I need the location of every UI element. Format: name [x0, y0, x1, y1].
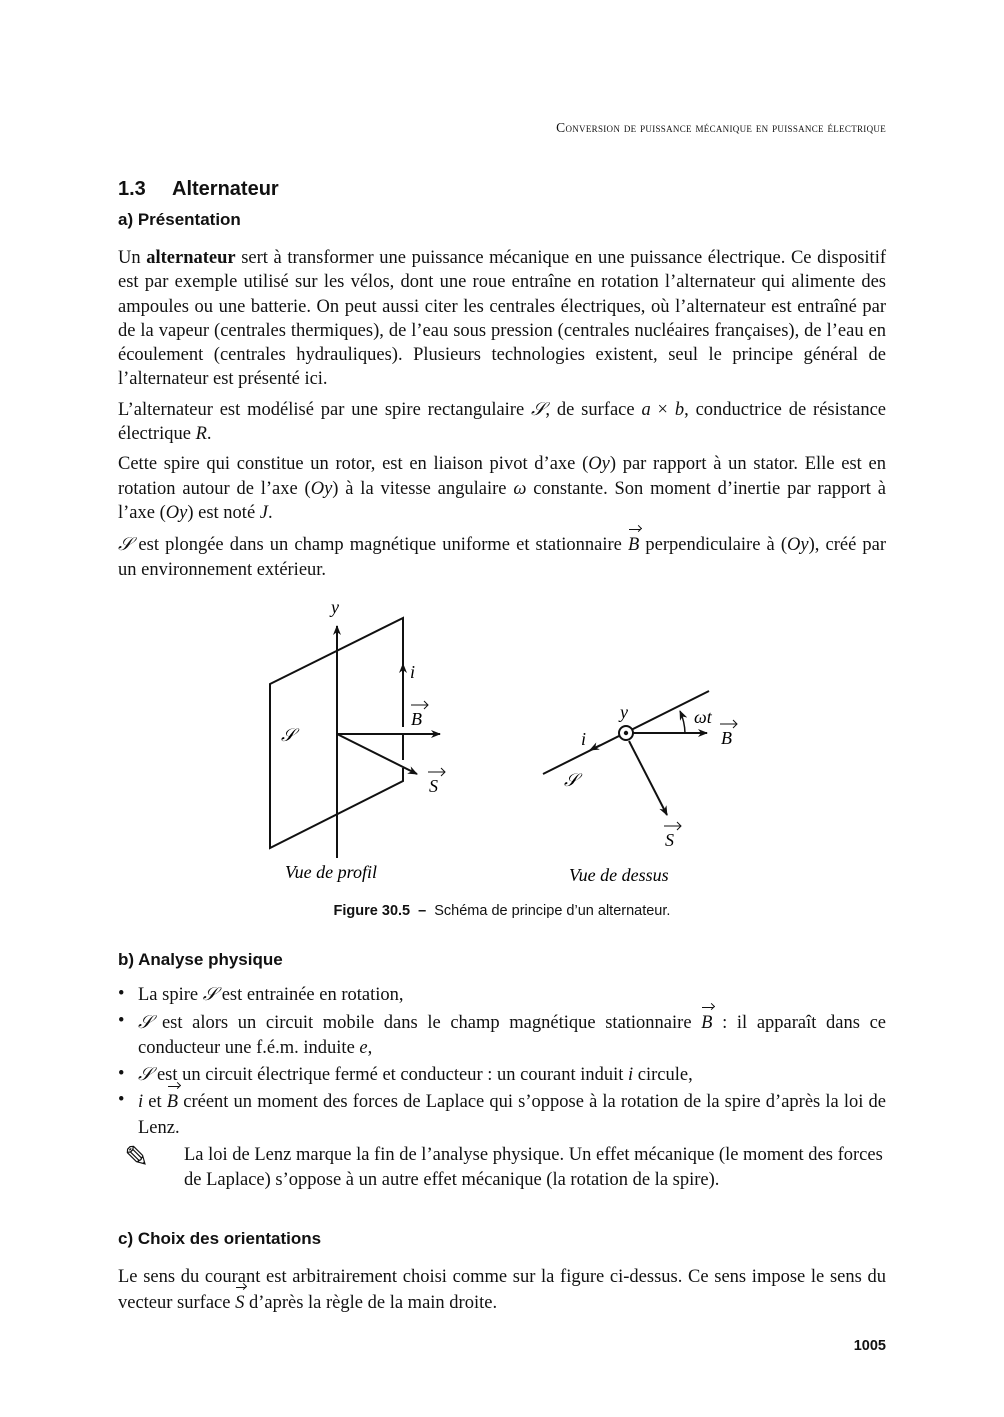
axis-Oy: Oy [310, 478, 333, 499]
current-arrow [590, 745, 600, 750]
term-alternateur: alternateur [146, 248, 236, 268]
profile-y-label: y [331, 597, 339, 617]
text: . [268, 502, 273, 523]
section-name: Alternateur [172, 178, 279, 200]
text: : il apparaît dans ce conducteur une f.é.m. induite [138, 1012, 886, 1058]
list-item [118, 1088, 886, 1141]
text: La spire [138, 985, 203, 1005]
subsection-a-title: a) Présentation [118, 210, 241, 229]
spire-symbol: 𝒮 [138, 1063, 153, 1085]
text: Un [118, 248, 147, 268]
top-S-vector-arrow [664, 822, 681, 830]
text: créent un moment des forces de Laplace qui s’oppose à la rotation de la spire d’après la loi de Lenz. [138, 1092, 886, 1138]
text: est un circuit électrique fermé et conducteur : un courant induit [152, 1064, 629, 1085]
var-i: i [138, 1092, 144, 1112]
var-a: a [641, 399, 651, 420]
text: Cette spire qui constitue un rotor, est en liaison pivot d’axe ( [118, 454, 589, 475]
text: constante. Son moment d’inertie par rapport à l’axe ( [118, 478, 886, 523]
pencil-icon: ✎ [124, 1140, 150, 1175]
orientations-text [118, 1265, 886, 1322]
text: perpendiculaire à ( [639, 535, 788, 556]
text: , de surface [545, 399, 642, 420]
spire-symbol: 𝒮 [118, 534, 133, 556]
text: ) est noté [187, 502, 260, 523]
times-sign: × [650, 399, 675, 420]
vector-B: B [701, 1009, 712, 1037]
var-e: e [359, 1038, 368, 1058]
text: est plongée dans un champ magnétique uniforme et stationnaire [132, 535, 628, 556]
surface-arrow-S [629, 741, 667, 815]
profile-B-label: B [411, 709, 422, 729]
text: est entrainée en rotation, [217, 985, 404, 1005]
top-B-vector-arrow [720, 720, 737, 728]
text: ) à la vitesse angulaire [332, 478, 514, 499]
page-number: 1005 [853, 1338, 886, 1354]
text: circule, [633, 1064, 693, 1085]
caption-label: Figure 30.5 [333, 903, 411, 919]
spire-symbol: 𝒮 [138, 1011, 153, 1033]
list-item [118, 982, 886, 1009]
angle-arc [680, 711, 685, 733]
top-spire-label: 𝒮 [564, 770, 578, 790]
vector-S: S [235, 1289, 244, 1315]
top-y-label: y [620, 702, 628, 722]
top-view [543, 691, 737, 885]
var-J: J [259, 502, 268, 523]
var-b: b [674, 399, 685, 420]
profile-spire-label: 𝒮 [281, 725, 295, 745]
text: , [367, 1038, 373, 1058]
text: ) par rapport à un stator. Elle est en rotation autour de l’axe ( [118, 454, 886, 499]
running-head: Conversion de puissance mécanique en puissance électrique [556, 120, 886, 135]
text: L’alternateur est modélisé par une spire rectangulaire [118, 399, 532, 420]
caption-text: Schéma de principe d’un alternateur. [434, 903, 671, 919]
spire-symbol: 𝒮 [202, 984, 218, 1005]
text: sert à transformer une puissance mécanique en une puissance électrique. Ce dispositif est par exemple utilisé sur les vélos, dont une roue entraîne en rotation l’alternateur qui alimente des ampoules ou une batterie. On peut aussi citer les centrales électriques, où l’alternateur est entraîné par de la vapeur (centrales thermiques), de l’eau sous pression (centrales nucléaires françaises), de l’eau en écoulement (centrales hydrauliques). Plusieurs technologies existent, seul le principe général de l’alternateur est présenté ici. [118, 248, 886, 390]
text: et [143, 1092, 167, 1112]
var-omega: ω [513, 478, 527, 499]
profile-view [270, 597, 445, 882]
list-item [118, 1062, 886, 1089]
caption-dash: – [418, 903, 427, 919]
profile-i-label: i [410, 662, 416, 682]
axis-Oy: Oy [165, 502, 188, 523]
vector-B: B [167, 1088, 178, 1116]
top-i-label: i [581, 729, 587, 749]
subsection-b-title: b) Analyse physique [118, 950, 283, 969]
top-S-label: S [665, 830, 674, 850]
analysis-list [118, 982, 886, 1141]
var-i: i [628, 1064, 634, 1085]
text: Le sens du courant est arbitrairement choisi comme sur la figure ci-dessus. Ce sens impose le sens du vecteur surface [118, 1267, 886, 1314]
top-omega-t-label: ωt [694, 707, 712, 727]
profile-S-vector-arrow [428, 768, 445, 776]
var-R: R [195, 424, 207, 445]
profile-B-vector-arrow [411, 701, 428, 709]
text: , conductrice de résistance électrique [118, 399, 886, 445]
subsection-c-title: c) Choix des orientations [118, 1229, 322, 1248]
text: ), créé par un environnement extérieur. [118, 535, 887, 580]
text: d’après la règle de la main droite. [244, 1293, 498, 1314]
profile-S-label: S [429, 776, 438, 796]
axis-Oy: Oy [787, 535, 809, 556]
note-text: La loi de Lenz marque la fin de l’analyse physique. Un effet mécanique (le moment des forces de Laplace) s’oppose à un autre effet mécanique (la rotation de la spire). [184, 1145, 883, 1190]
top-B-label: B [721, 728, 732, 748]
list-item [118, 1009, 886, 1062]
spire-symbol: 𝒮 [531, 398, 546, 420]
top-view-label: Vue de dessus [569, 865, 669, 885]
profile-view-label: Vue de profil [285, 862, 377, 882]
section-number: 1.3 [118, 178, 146, 200]
vector-B: B [628, 531, 639, 557]
figure-caption [118, 903, 886, 919]
note-block [118, 1140, 886, 1193]
text: est alors un circuit mobile dans le champ magnétique stationnaire [152, 1012, 702, 1033]
axis-Oy: Oy [588, 454, 610, 475]
text: . [206, 424, 212, 445]
paragraph [118, 1265, 886, 1316]
surface-arrow-S [337, 734, 417, 774]
